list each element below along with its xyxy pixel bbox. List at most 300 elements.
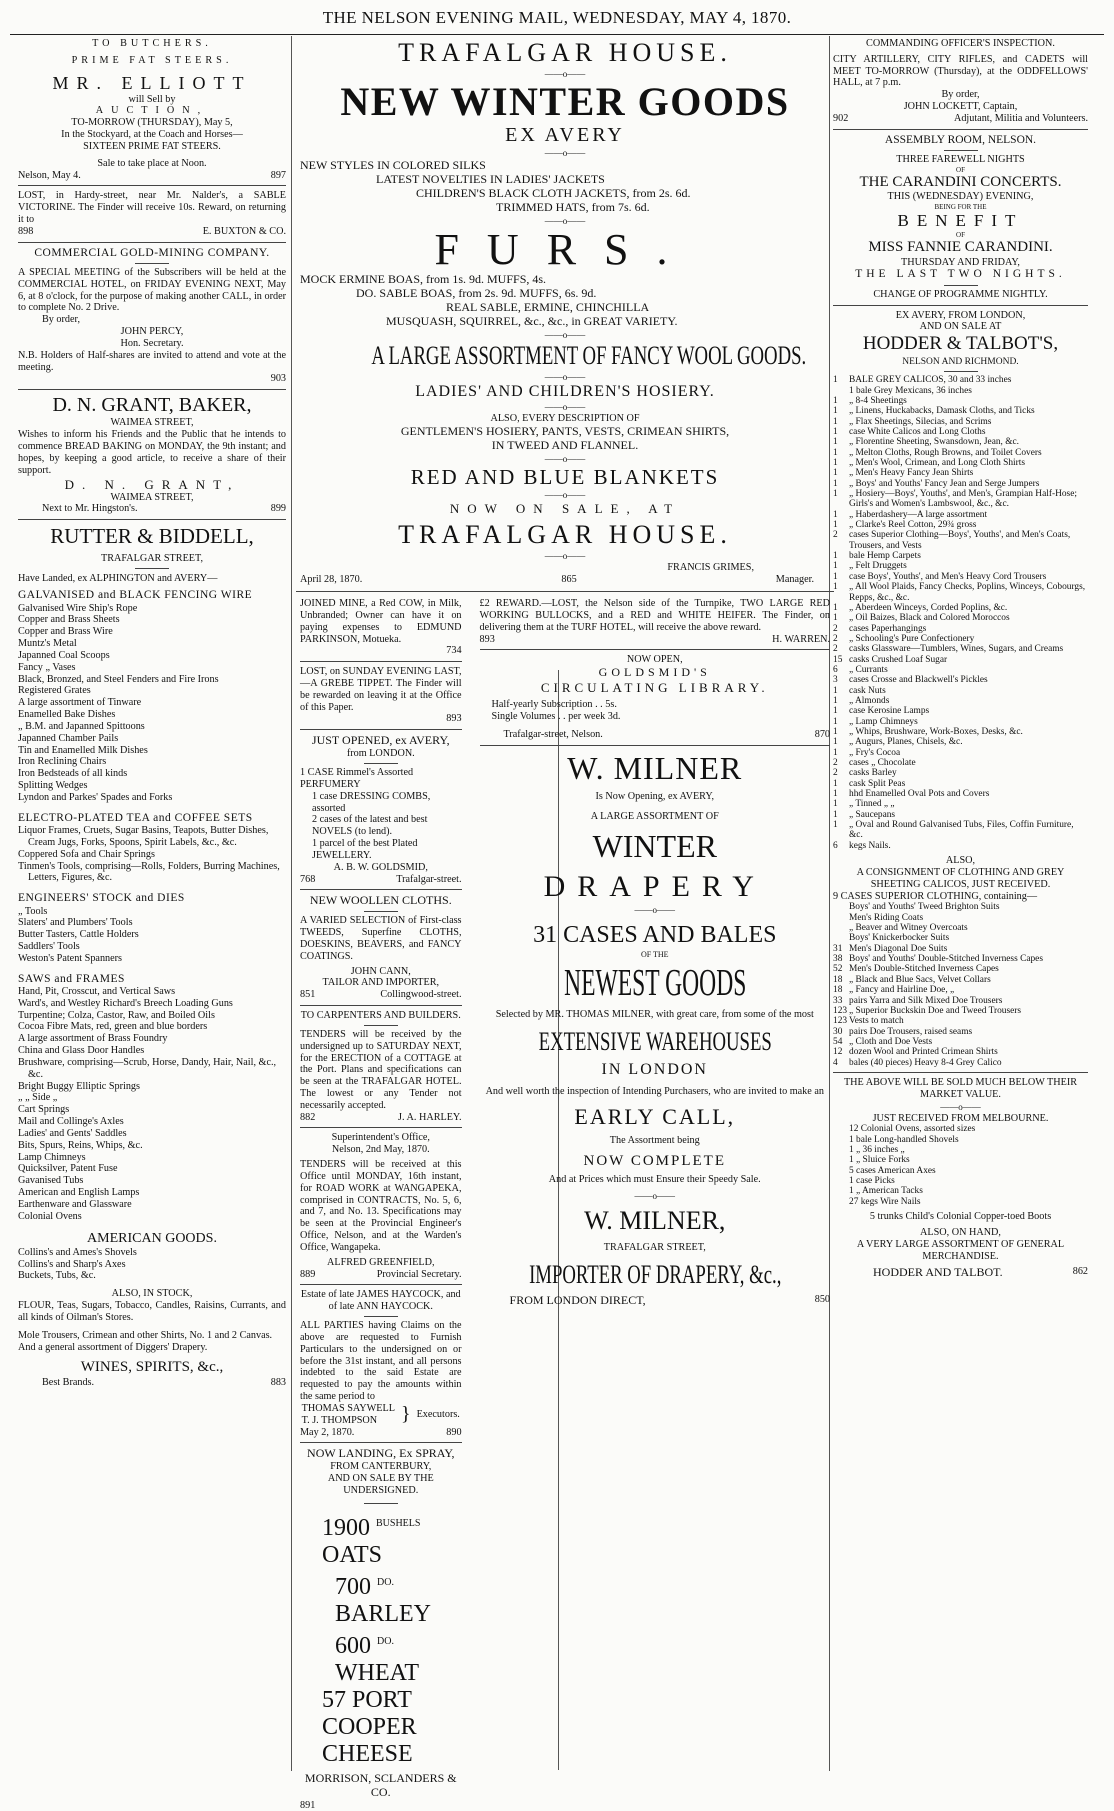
item-description: case White Calicos and Long Cloths (849, 427, 986, 438)
ad-line: OF (956, 165, 965, 174)
list-item: Slaters' and Plumbers' Tools (18, 917, 133, 929)
item-description: 1 case Picks (849, 1176, 895, 1187)
ad-number: 865 (561, 574, 577, 586)
divider (18, 185, 286, 186)
ad-signature: H. WARREN. (772, 633, 830, 645)
ad-line: ALSO, (945, 855, 976, 867)
item-quantity: 1 (833, 437, 838, 448)
quantity: 600 (335, 1632, 371, 1659)
item-quantity (833, 923, 849, 933)
item-quantity: 1 (833, 416, 838, 427)
ad-line: MOCK ERMINE BOAS, from 1s. 9d. MUFFS, 4s. (300, 271, 547, 286)
ad-line: THIS (WEDNESDAY) EVENING, (887, 191, 1034, 203)
list-item (833, 768, 1088, 778)
item-description: Boys' and Youths' Tweed Brighton Suits (849, 902, 1000, 913)
item-description: cases Superior Clothing—Boys', Youths', and Men's Coats, Trousers, and Vests (849, 530, 1071, 551)
ad-signature: ALFRED GREENFIELD, (327, 1256, 435, 1268)
ornament: ——o—— (544, 329, 586, 340)
ad-heading: D. N. GRANT, BAKER, (52, 394, 252, 417)
item-quantity: 1 (833, 509, 838, 520)
quantity: 1900 (322, 1514, 370, 1541)
ad-line: OF THE (640, 950, 669, 960)
ad-text: TENDERS will be received at this Office until MONDAY, 16th instant, for ROAD WORK at WANGAPEKA, comprised in CONTRACTS, No. 5, 6, and 7, and No. 13. Specifications may be seen at the Provincial Engineer's Office, Nelson, and at the Warden's Office, Wangapeka. (300, 1159, 462, 1253)
list-item (833, 613, 1088, 623)
divider (944, 285, 978, 286)
ad-line: SIXTEEN PRIME FAT STEERS. (83, 140, 221, 152)
item-description: „ Tinned „ „ (849, 799, 895, 810)
item-description: cask Nuts (849, 685, 886, 696)
ad-line: REAL SABLE, ERMINE, CHINCHILLA (446, 299, 650, 314)
ad-text: And at Prices which must Ensure their Speedy Sale. (548, 1174, 761, 1186)
item-description: 1 bale Grey Mexicans, 36 inches (849, 385, 972, 396)
item-list (18, 603, 286, 804)
list-item: Collins's and Sharp's Axes (18, 1258, 126, 1270)
ad-line: GENTLEMEN'S HOSIERY, PANTS, VESTS, CRIMEAN SHIRTS, (400, 423, 730, 438)
list-item (833, 582, 1088, 603)
divider (135, 568, 169, 569)
ad-subheading: BENEFIT (897, 211, 1024, 231)
quantity: 57 (322, 1686, 346, 1713)
list-item (833, 437, 1088, 447)
item-description: Men's Double-Stitched Inverness Capes (849, 964, 999, 975)
ad-line: CHANGE OF PROGRAMME NIGHTLY. (873, 288, 1048, 300)
list-item (833, 706, 1088, 716)
ad-line: Manager. (775, 574, 814, 586)
item-list (18, 906, 286, 965)
item-description: Boys' Knickerbocker Suits (849, 933, 950, 944)
ad-subheading: ENGINEERS' STOCK and DIES (18, 892, 185, 905)
ad-headline: W. MILNER (567, 749, 743, 786)
ad-line: ALSO, EVERY DESCRIPTION OF (490, 413, 640, 425)
list-item: Mail and Collinge's Axles (18, 1116, 124, 1128)
ornament: ——o—— (544, 371, 586, 382)
item-description: „ Oval and Round Galvanised Tubs, Files, Coffin Furniture, &c. (849, 820, 1074, 841)
divider (300, 1284, 462, 1285)
list-item: Buckets, Tubs, &c. (18, 1270, 96, 1282)
list-item (833, 779, 1088, 789)
list-item: Splitting Wedges (18, 780, 88, 792)
list-item (833, 964, 1088, 974)
list-item (833, 933, 1088, 943)
milner-ad (480, 750, 830, 1308)
item-description: bales (40 pieces) Heavy 8-4 Grey Calico (849, 1057, 1002, 1068)
ad-subheading: GALVANISED and BLACK FENCING WIRE (18, 589, 253, 602)
list-item (833, 820, 1088, 841)
ad-line: Collingwood-street. (380, 989, 462, 1001)
ad-headline: A LARGE ASSORTMENT OF FANCY WOOL GOODS. (371, 340, 807, 370)
ad-signature: E. BUXTON & CO. (202, 225, 286, 237)
item-quantity: 1 (833, 602, 838, 613)
item-description: pairs Yarra and Silk Mixed Doe Trousers (849, 995, 1003, 1006)
ad-line: FROM CANTERBURY, (330, 1461, 432, 1473)
divider (300, 661, 462, 662)
ad-line: THE LAST TWO NIGHTS. (855, 268, 1066, 281)
ad-text: Wishes to inform his Friends and the Public that he intends to commence BREAD BAKING on MONDAY, the 9th instant; and hopes, by keeping a good article, to receive a share of their support. (18, 429, 286, 476)
trafalgar-house-ad (296, 38, 834, 586)
list-item (833, 386, 1088, 396)
list-item: Quicksilver, Patent Fuse (18, 1163, 118, 1175)
ad-line: OF (956, 231, 965, 240)
list-item: Registered Grates (18, 685, 91, 697)
ornament: ——o—— (940, 1101, 981, 1112)
item-quantity (833, 933, 849, 943)
unit: DO. (377, 1576, 394, 1588)
item-quantity: 33 (833, 995, 843, 1006)
ad-heading: GOLDSMID'S (598, 665, 711, 680)
item-description: „ Beaver and Witney Overcoats (849, 923, 968, 934)
item-quantity: 1 (833, 468, 838, 479)
ad-line: Sale to take place at Noon. (97, 157, 207, 169)
item-description: „ Fancy and Hairline Doe, „ (849, 985, 955, 996)
ad-line: 1 case DRESSING COMBS, assorted (312, 790, 431, 814)
ad-line: TRAFALGAR STREET, (100, 552, 204, 564)
item-quantity: 1 (833, 747, 838, 758)
ad-line: TRIMMED HATS, from 7s. 6d. (496, 200, 650, 215)
divider (833, 305, 1088, 306)
item-quantity (833, 1155, 849, 1165)
item-description: 12 Colonial Ovens, assorted sizes (849, 1124, 976, 1135)
ad-date: Nelson, May 4. (18, 169, 81, 181)
item-quantity: 1 (833, 726, 838, 737)
list-item (833, 923, 1088, 933)
item-quantity: 1 (833, 561, 838, 572)
masthead: THE NELSON EVENING MAIL, WEDNESDAY, MAY 4, 1870. (322, 8, 792, 27)
item-quantity: 1 (833, 395, 838, 406)
divider (300, 1442, 462, 1443)
list-item (833, 479, 1088, 489)
ad-line: The Assortment being (609, 1135, 700, 1147)
list-item (833, 1027, 1088, 1037)
ad-line: Trafalgar-street, Nelson. (503, 728, 603, 740)
divider (300, 1127, 462, 1128)
item-description: „ Aberdeen Winceys, Corded Poplins, &c. (849, 602, 1008, 613)
ad-number: 862 (1072, 1266, 1088, 1278)
ad-number: 882 (300, 1111, 316, 1123)
item-description: dozen Wool and Printed Crimean Shirts (849, 1047, 998, 1058)
ad-line: 9 CASES SUPERIOR CLOTHING, containing— (833, 890, 1038, 902)
item-description: „ Melton Cloths, Rough Browns, and Toilet Covers (849, 447, 1042, 458)
divider (18, 519, 286, 520)
ad-text: ALL PARTIES having Claims on the above are requested to Furnish Particulars to the undersigned on or before the 31st instant, and all persons indebted to the said Estate are requested to pay the amounts within the same period to (300, 1320, 462, 1403)
produce: BARLEY (335, 1600, 431, 1627)
ad-line: BEING FOR THE (934, 203, 987, 212)
ad-line: 1 CASE Rimmel's Assorted PERFUMERY (300, 767, 414, 790)
ad-headline: W. MILNER, (584, 1206, 726, 1236)
item-description: „ Superior Buckskin Doe and Tweed Trousers (849, 1005, 1022, 1016)
list-item (833, 448, 1088, 458)
item-quantity: 4 (833, 1057, 838, 1068)
ad-line: THURSDAY AND FRIDAY, (901, 256, 1020, 268)
item-description: case Kerosine Lamps (849, 706, 930, 717)
ad-line: WAIMEA STREET, (110, 417, 194, 429)
ad-headline: EXTENSIVE WAREHOUSES (538, 1027, 772, 1057)
ad-subheading: JUST RECEIVED FROM MELBOURNE. (872, 1112, 1049, 1124)
ad-number: 768 (300, 873, 316, 885)
list-item (833, 913, 1088, 923)
ornament: ——o—— (544, 148, 586, 159)
ornament: ——o—— (544, 551, 586, 562)
item-quantity: 2 (833, 623, 838, 634)
ad-text: FLOUR, Teas, Sugars, Tobacco, Candles, Raisins, Currants, and all kinds of Oilman's Stores. (18, 1300, 286, 1323)
item-description: cases Paperhangings (849, 623, 927, 634)
ad-subheading: SAWS and FRAMES (18, 972, 125, 985)
ad-subheading: WINES, SPIRITS, &c., (80, 1359, 224, 1376)
list-item (833, 975, 1088, 985)
item-description: cases „ Chocolate (849, 758, 916, 769)
item-description: „ Oil Baizes, Black and Colored Moroccos (849, 613, 1010, 624)
ad-heading: TRAFALGAR HOUSE. (398, 520, 732, 550)
item-quantity: 1 (833, 820, 838, 831)
ad-line: Trafalgar-street. (396, 873, 462, 885)
item-description: „ Florentine Sheeting, Swansdown, Jean, &c. (849, 437, 1020, 448)
ad-headline: DRAPERY (543, 869, 766, 903)
item-quantity: 1 (833, 447, 838, 458)
ad-heading: TO CARPENTERS AND BUILDERS. (300, 1010, 461, 1022)
executor-name: THOMAS SAYWELL (301, 1402, 395, 1414)
item-quantity: 1 (833, 613, 838, 624)
list-item (833, 406, 1088, 416)
list-item (833, 841, 1088, 851)
ad-subheading: NOW COMPLETE (583, 1152, 726, 1169)
list-item (833, 1166, 1088, 1176)
ornament: ——o—— (544, 453, 586, 464)
ad-line: In the Stockyard, at the Coach and Horses— (61, 129, 243, 141)
ad-line: Hon. Secretary. (120, 337, 184, 349)
ad-line: Next to Mr. Hingston's. (42, 503, 138, 515)
list-item (833, 1006, 1088, 1016)
list-item: Iron Bedsteads of all kinds (18, 768, 128, 780)
list-item: Colonial Ovens (18, 1210, 82, 1222)
item-quantity: 2 (833, 644, 838, 655)
ad-line: LATEST NOVELTIES IN LADIES' JACKETS (376, 172, 605, 187)
divider (296, 591, 834, 592)
ad-heading: CIRCULATING LIBRARY. (540, 680, 769, 696)
item-quantity: 38 (833, 954, 843, 965)
list-item (833, 758, 1088, 768)
ad-signature: JOHN PERCY, (120, 326, 184, 338)
list-item: And a general assortment of Diggers' Drapery. (18, 1341, 208, 1353)
list-item: Mole Trousers, Crimean and other Shirts, No. 1 and 2 Canvas. (18, 1329, 273, 1341)
list-item: Butter Tasters, Cattle Holders (18, 929, 139, 941)
ad-line: ALSO, ON HAND, (920, 1226, 1001, 1238)
divider (18, 242, 286, 243)
divider (944, 371, 978, 372)
item-quantity: 1 (833, 427, 838, 438)
ad-date: May 2, 1870. (300, 1426, 355, 1438)
masthead-rule (10, 34, 1104, 35)
item-description: bale Hemp Carpets (849, 551, 921, 562)
list-item: Collins's and Ames's Shovels (18, 1246, 137, 1258)
item-quantity: 6 (833, 840, 838, 851)
item-description: 27 kegs Wire Nails (849, 1196, 921, 1207)
list-item: American and English Lamps (18, 1187, 140, 1199)
ad-headline: EARLY CALL, (574, 1103, 736, 1129)
ad-number: 850 (814, 1294, 830, 1306)
list-item (833, 717, 1088, 727)
item-description: „ Whips, Brushware, Work-Boxes, Desks, &c. (849, 726, 1023, 737)
ad-subheading: THE CARANDINI CONCERTS. (859, 174, 1062, 191)
list-item (833, 624, 1088, 634)
item-quantity: 1 (833, 375, 838, 386)
item-quantity (833, 1186, 849, 1196)
ad-line: NELSON AND RICHMOND. (902, 357, 1019, 368)
list-item: Japanned Coal Scoops (18, 649, 110, 661)
produce-list (300, 1510, 462, 1768)
item-description: „ Haberdashery—A large assortment (849, 509, 988, 520)
list-item (833, 427, 1088, 437)
lost-victorine-ad (18, 190, 286, 237)
item-description: „ Almonds (849, 695, 890, 706)
item-quantity: 1 (833, 582, 838, 593)
item-quantity (833, 913, 849, 923)
item-quantity: 3 (833, 675, 838, 686)
list-item (833, 954, 1088, 964)
column-3 (833, 38, 1088, 1768)
list-item (833, 944, 1088, 954)
unit: DO. (377, 1635, 394, 1647)
item-description: 1 „ American Tacks (849, 1186, 923, 1197)
ad-number: 902 (833, 112, 849, 124)
ad-number: 889 (300, 1268, 316, 1280)
ad-subheading: MISS FANNIE CARANDINI. (868, 239, 1053, 256)
ad-subheading: PRIME FAT STEERS. (71, 54, 233, 66)
ad-headline: NEWEST GOODS (563, 962, 746, 1005)
list-item (833, 1124, 1088, 1134)
item-quantity: 2 (833, 768, 838, 779)
produce: COOPER CHEESE (322, 1713, 417, 1767)
list-item (833, 996, 1088, 1006)
item-description: „ Saucepans (849, 809, 896, 820)
item-description: Men's Riding Coats (849, 912, 924, 923)
list-item (833, 551, 1088, 561)
list-item: Fancy „ Vases (18, 661, 76, 673)
item-list (18, 986, 286, 1223)
ad-signature: JOHN CANN, (350, 965, 411, 977)
item-quantity: 52 (833, 964, 843, 975)
list-item: Tin and Enamelled Milk Dishes (18, 744, 148, 756)
ad-number: 883 (270, 1376, 286, 1388)
ad-text: Selected by MR. THOMAS MILNER, with great care, from some of the most (495, 1009, 814, 1021)
ad-number: 870 (814, 728, 830, 740)
item-quantity: 1 (833, 478, 838, 489)
list-item (833, 737, 1088, 747)
ad-heading: RUTTER & BIDDELL, (50, 524, 254, 549)
ad-subheading: THE ABOVE WILL BE SOLD MUCH BELOW THEIR MARKET VALUE. (843, 1076, 1078, 1100)
ad-line: DO. SABLE BOAS, from 2s. 9d. MUFFS, 6s. 9d. (356, 285, 597, 300)
ad-line: By order, (941, 89, 980, 101)
list-item (833, 510, 1088, 520)
item-description: casks Barley (849, 768, 897, 779)
produce: OATS (322, 1541, 383, 1568)
item-description: „ Schooling's Pure Confectionery (849, 633, 975, 644)
ad-line: A LARGE ASSORTMENT OF (590, 810, 719, 822)
ad-headline: WINTER (592, 828, 717, 865)
ad-line: 2 cases of the latest and best NOVELS (to lend). (312, 814, 428, 838)
ornament: ——o—— (634, 1191, 676, 1202)
list-item: Saddlers' Tools (18, 941, 80, 953)
item-quantity (833, 902, 849, 912)
ad-heading: ASSEMBLY ROOM, NELSON. (884, 133, 1037, 146)
item-description: „ Linens, Huckabacks, Damask Cloths, and Ticks (849, 406, 1035, 417)
list-item (833, 1176, 1088, 1186)
ad-heading: NOW LANDING, Ex SPRAY, (307, 1446, 455, 1461)
ad-text: £2 REWARD.—LOST, the Nelson side of the Turnpike, TWO LARGE RED WORKING BULLOCKS, and a RED and WHITE HEIFER. The Finder, on delivering them at the TURF HOTEL, will receive the above reward. (479, 598, 830, 633)
ad-number: 734 (446, 645, 462, 657)
list-item (833, 985, 1088, 995)
list-item (833, 489, 1088, 510)
divider (364, 1025, 398, 1026)
item-quantity: 1 (833, 458, 838, 469)
list-item: Weston's Patent Spanners (18, 952, 123, 964)
list-item (833, 1186, 1088, 1196)
ad-line: CHILDREN'S BLACK CLOTH JACKETS, from 2s. 6d. (416, 186, 691, 201)
ad-line: from LONDON. (346, 748, 415, 760)
ad-heading: Estate of late JAMES HAYCOCK, and of late ANN HAYCOCK. (300, 1289, 461, 1313)
item-description: „ All Wool Plaids, Fancy Checks, Poplins, Winceys, Cobourgs, Repps, &c., &c. (849, 582, 1086, 603)
list-item (833, 1145, 1088, 1155)
ad-headline: HODDER & TALBOT'S, (862, 333, 1059, 355)
ornament: ——o—— (544, 215, 586, 226)
item-quantity: 1 (833, 809, 838, 820)
list-item (833, 1197, 1088, 1207)
ad-number: 898 (18, 225, 34, 237)
item-list (833, 1124, 1088, 1207)
ad-line: THREE FAREWELL NIGHTS (896, 154, 1025, 166)
item-quantity: 1 (833, 520, 838, 531)
ad-number: 903 (270, 373, 286, 385)
ad-headline: NEW WINTER GOODS (340, 79, 790, 125)
list-item: Copper and Brass Wire (18, 626, 113, 638)
list-item: Bright Buggy Elliptic Springs (18, 1080, 140, 1092)
item-quantity: 1 (833, 571, 838, 582)
ad-text: TENDERS will be received by the undersigned up to SATURDAY NEXT, for the ERECTION of a COTTAGE at the Port. Plans and specifications can be seen at the TRAFALGAR HOTEL. The lowest or any Tender not necessarily accepted. (300, 1028, 462, 1111)
item-list (833, 902, 1088, 1068)
list-item: Copper and Brass Sheets (18, 614, 120, 626)
ad-subheading: IN LONDON (601, 1061, 708, 1079)
list-item (833, 665, 1088, 675)
item-quantity: 1 (833, 716, 838, 727)
inspection-ad (833, 38, 1088, 125)
ad-subheading: EX AVERY (505, 124, 625, 147)
ad-text: LOST, in Hardy-street, near Mr. Nalder's, a SABLE VICTORINE. The Finder will receive 10s. Reward, on returning it to (18, 190, 286, 225)
list-item (833, 799, 1088, 809)
list-item: Muntz's Metal (18, 638, 77, 650)
item-quantity: 1 (833, 685, 838, 696)
ad-number: 851 (300, 989, 316, 1001)
list-item (833, 1047, 1088, 1057)
item-quantity (833, 1145, 849, 1155)
list-item: Liquor Frames, Cruets, Sugar Basins, Teapots, Butter Dishes, Cream Jugs, Forks, Spoons, Spirit Labels, &c., &c. (18, 825, 269, 848)
item-description: „ Men's Heavy Fancy Jean Shirts (849, 468, 974, 479)
list-item (833, 810, 1088, 820)
item-description: cask Split Peas (849, 778, 906, 789)
ad-line: By order, (42, 314, 81, 326)
item-quantity: 2 (833, 633, 838, 644)
ad-line: AUCTION, (95, 105, 209, 117)
assembly-room-ad (833, 134, 1088, 301)
list-item: Cocoa Fibre Mats, red, green and blue borders (18, 1021, 208, 1033)
ad-subheading: A CONSIGNMENT OF CLOTHING AND GREY SHEETING CALICOS, JUST RECEIVED. (856, 866, 1065, 890)
list-item: Enamelled Bake Dishes (18, 709, 116, 721)
hodder-talbot-ad (833, 310, 1088, 1281)
ad-signature: FRANCIS GRIMES, (667, 562, 754, 574)
unit: BUSHELS (376, 1517, 421, 1529)
divider (833, 1072, 1088, 1073)
item-quantity: 18 (833, 985, 843, 996)
ad-signature: JOHN LOCKETT, Captain, (903, 101, 1018, 113)
item-description: Boys' and Youths' Double-Stitched Inverness Capes (849, 954, 1043, 965)
ornament: ——o—— (544, 69, 586, 80)
